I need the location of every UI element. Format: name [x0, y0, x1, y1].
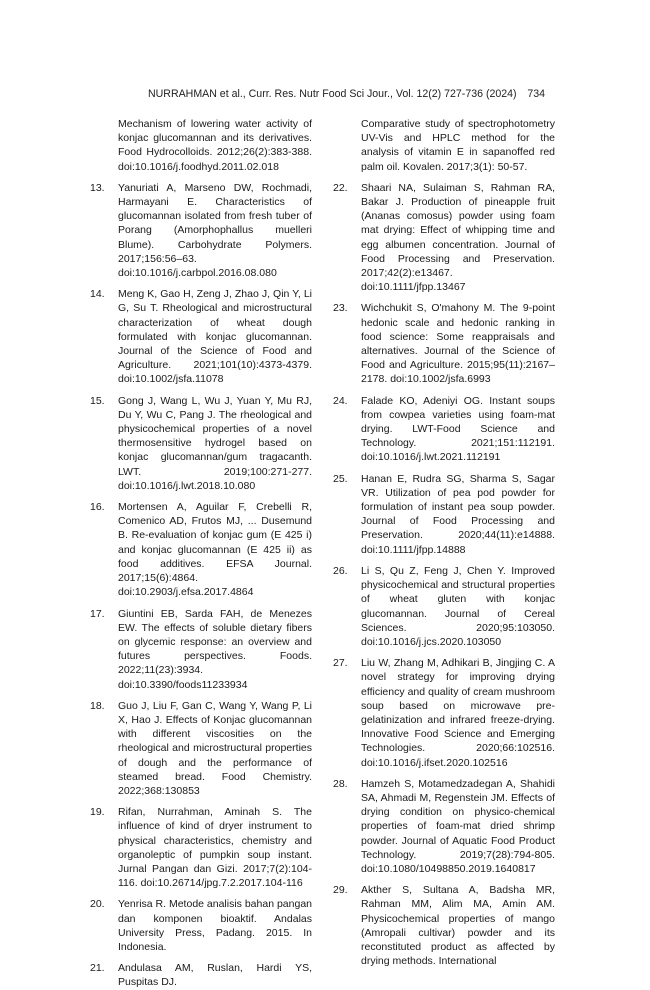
- reference-text: Mortensen A, Aguilar F, Crebelli R, Comenico AD, Frutos MJ, ... Dusemund B. Re-evaluation of konjac gum (E 425 i) and konjac glucomannan (E 425 ii) as food additives. EFSA Journal. 2017;15(6):4864. doi:10.2903/j.efsa.2017.4864: [118, 501, 312, 599]
- reference-item: [90, 607, 312, 692]
- reference-item: [333, 564, 555, 649]
- reference-text: Liu W, Zhang M, Adhikari B, Jingjing C. A novel strategy for improving drying efficiency and quality of cream mushroom soup based on microwave pre-gelatinization and infrared freeze-drying. Innovative Food Science and Emerging Technologies. 2020;66:102516. doi:10.1016/j.ifset.2020.102516: [361, 657, 555, 769]
- reference-number: 23.: [333, 302, 348, 315]
- reference-number: 28.: [333, 777, 348, 790]
- page-number: 734: [527, 88, 545, 100]
- reference-number: 22.: [333, 181, 348, 194]
- reference-number: 14.: [90, 288, 105, 301]
- reference-text: Wichchukit S, O'mahony M. The 9-point hedonic scale and hedonic ranking in food science: Some reappraisals and alternatives. Journal of the Science of Food and Agriculture. 2015;95(11):2167–2178. doi:10.1002/jsfa.6993: [361, 302, 555, 386]
- reference-text: Rifan, Nurrahman, Aminah S. The influence of kind of dryer instrument to physical characteristics, chemistry and organoleptic of pumpkin soup instant. Jurnal Pangan dan Gizi. 2017;7(2):104-116. doi:10.26714/jpg.7.2.2017.104-116: [118, 806, 312, 890]
- reference-number: 18.: [90, 699, 105, 712]
- reference-item: [333, 394, 555, 465]
- reference-item: [333, 656, 555, 770]
- reference-number: 26.: [333, 564, 348, 577]
- reference-number: 20.: [90, 898, 105, 911]
- reference-item: [90, 805, 312, 890]
- reference-number: 25.: [333, 472, 348, 485]
- reference-continuation: [333, 117, 555, 174]
- reference-item: [90, 394, 312, 493]
- reference-text: Shaari NA, Sulaiman S, Rahman RA, Bakar J. Production of pineapple fruit (Ananas comosus) powder using foam mat drying: Effect of whipping time and egg albumen concentration. Journal of Food Processing and Preservation. 2017;42(2):e13467. doi:10.1111/jfpp.13467: [361, 181, 555, 294]
- reference-item: [333, 883, 555, 968]
- reference-number: 29.: [333, 884, 348, 897]
- reference-number: 21.: [90, 962, 105, 975]
- reference-item: [333, 301, 555, 386]
- reference-text: Meng K, Gao H, Zeng J, Zhao J, Qin Y, Li G, Su T. Rheological and microstructural characterization of wheat dough formulated with konjac glucomannan. Journal of the Science of Food and Agriculture. 2021;101(10):4373-4379. doi:10.1002/jsfa.11078: [118, 288, 312, 386]
- reference-text: Li S, Qu Z, Feng J, Chen Y. Improved physicochemical and structural properties of wheat gluten with konjac glucomannan. Journal of Cereal Sciences. 2020;95:103050. doi:10.1016/j.jcs.2020.103050: [361, 564, 555, 648]
- reference-text: Hanan E, Rudra SG, Sharma S, Sagar VR. Utilization of pea pod powder for formulation of instant pea soup powder. Journal of Food Processing and Preservation. 2020;44(11):e14888. doi:10.1111/jfpp.14888: [361, 472, 555, 556]
- reference-text: Guo J, Liu F, Gan C, Wang Y, Wang P, Li X, Hao J. Effects of Konjac glucomannan with different viscosities on the rheological and microstructural properties of dough and the performance of steamed bread. Food Chemistry. 2022;368:130853: [118, 699, 312, 797]
- reference-item: [333, 181, 555, 295]
- left-column: [90, 117, 312, 990]
- reference-text: Falade KO, Adeniyi OG. Instant soups from cowpea varieties using foam-mat drying. LWT-Food Science and Technology. 2021;151:112191. doi:10.1016/j.lwt.2021.112191: [361, 394, 555, 464]
- reference-item: [90, 961, 312, 989]
- reference-number: 24.: [333, 394, 348, 407]
- reference-item: [90, 181, 312, 280]
- reference-number: 27.: [333, 657, 348, 670]
- reference-text: Gong J, Wang L, Wu J, Yuan Y, Mu RJ, Du Y, Wu C, Pang J. The rheological and physicochemical properties of a novel thermosensitive hydrogel based on konjac glucomannan/gum tragacanth. LWT. 2019;100:271-277. doi:10.1016/j.lwt.2018.10.080: [118, 394, 312, 492]
- reference-continuation: [90, 117, 312, 174]
- reference-text: Mechanism of lowering water activity of konjac glucomannan and its derivatives. Food Hydrocolloids. 2012;26(2):383-388. doi:10.1016/j.foodhyd.2011.02.018: [118, 118, 312, 173]
- right-column: [333, 117, 555, 968]
- reference-number: 19.: [90, 806, 105, 819]
- reference-number: 13.: [90, 181, 105, 194]
- reference-item: [333, 777, 555, 876]
- reference-text: Yenrisa R. Metode analisis bahan pangan dan komponen bioaktif. Andalas University Press, Padang. 2015. In Indonesia.: [118, 898, 312, 953]
- reference-text: Comparative study of spectrophotometry UV-Vis and HPLC method for the analysis of vitamin E in sapanoffed red palm oil. Kovalen. 2017;3(1): 50-57.: [361, 118, 555, 173]
- reference-item: [90, 699, 312, 798]
- reference-item: [90, 287, 312, 386]
- reference-text: Akther S, Sultana A, Badsha MR, Rahman MM, Alim MA, Amin AM. Physicochemical properties of mango (Amropali cultivar) powder and its reconstituted product as affected by drying methods. International: [361, 884, 555, 968]
- reference-text: Giuntini EB, Sarda FAH, de Menezes EW. The effects of soluble dietary fibers on glycemic response: an overview and futures perspectives. Foods. 2022;11(23):3934. doi:10.3390/foods11233934: [118, 607, 312, 691]
- reference-text: Hamzeh S, Motamedzadegan A, Shahidi SA, Ahmadi M, Regenstein JM. Effects of drying condition on physico-chemical properties of foam-mat dried shrimp powder. Journal of Aquatic Food Product Technology. 2019;7(28):794-805. doi:10.1080/10498850.2019.1640817: [361, 777, 555, 875]
- reference-number: 17.: [90, 607, 105, 620]
- reference-item: [90, 897, 312, 954]
- reference-number: 15.: [90, 394, 105, 407]
- reference-text: Yanuriati A, Marseno DW, Rochmadi, Harmayani E. Characteristics of glucomannan isolated from fresh tuber of Porang (Amorphophallus muelleri Blume). Carbohydrate Polymers. 2017;156:56–63. doi:10.1016/j.carbpol.2016.08.080: [118, 181, 312, 280]
- reference-item: [333, 472, 555, 557]
- reference-number: 16.: [90, 501, 105, 514]
- running-head: NURRAHMAN et al., Curr. Res. Nutr Food Sci Jour., Vol. 12(2) 727-736 (2024): [148, 88, 517, 100]
- reference-text: Andulasa AM, Ruslan, Hardi YS, Puspitas DJ.: [118, 962, 312, 989]
- page-header: [100, 86, 545, 102]
- reference-item: [90, 500, 312, 599]
